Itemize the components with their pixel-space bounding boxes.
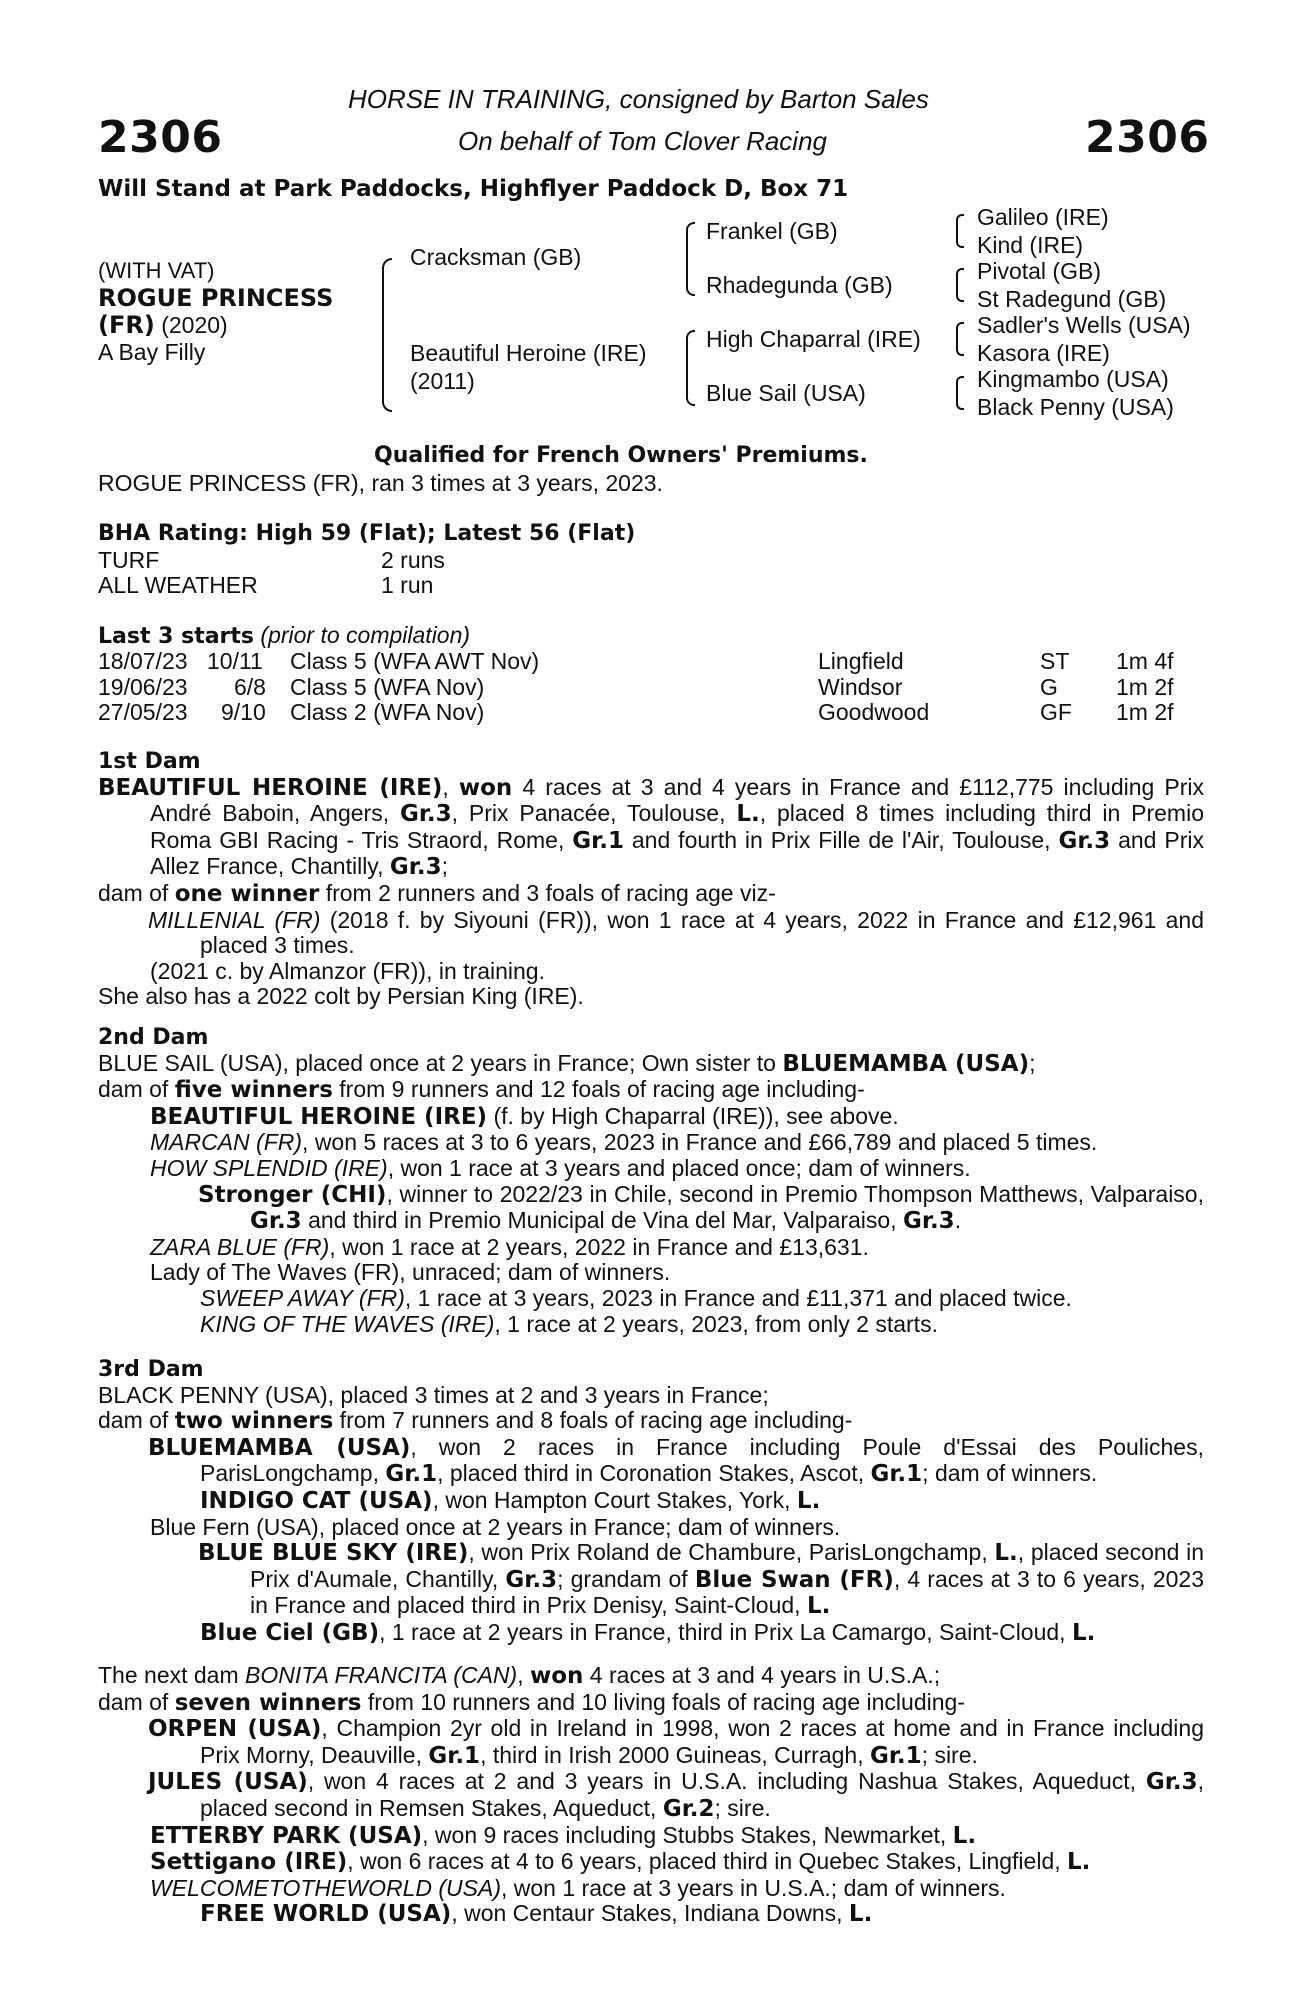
lot-number-right: 2306 xyxy=(1085,112,1210,163)
start-course: Windsor xyxy=(818,674,903,700)
grade: L. xyxy=(1071,1619,1096,1646)
gg-2: Kind (IRE) xyxy=(977,232,1084,258)
third-dam-heading: 3rd Dam xyxy=(98,1357,204,1382)
text: from 9 runners and 12 foals of racing age including- xyxy=(332,1076,865,1103)
text: . xyxy=(954,1207,962,1234)
produce-item xyxy=(98,1235,1204,1261)
text: from 10 runners and 10 living foals of racing age including- xyxy=(361,1688,965,1715)
start-position: 10/11 xyxy=(207,648,263,674)
produce-name: MILLENIAL (FR) xyxy=(148,906,321,933)
gg-8: Black Penny (USA) xyxy=(977,394,1174,420)
text: from 7 runners and 8 foals of racing age including- xyxy=(333,1407,853,1434)
produce-name: HOW SPLENDID (IRE) xyxy=(150,1154,388,1181)
start-date: 18/07/23 xyxy=(98,648,188,674)
text: The next dam xyxy=(98,1662,246,1688)
rating-heading: BHA Rating: High 59 (Flat); Latest 56 (Flat) xyxy=(98,521,636,546)
produce-name: SWEEP AWAY (FR) xyxy=(200,1284,405,1311)
dam-name: BONITA FRANCITA (CAN) xyxy=(245,1662,518,1688)
grade: Gr.1 xyxy=(385,1461,438,1488)
produce-name: Settigano (IRE) xyxy=(150,1849,348,1876)
grade: Gr.3 xyxy=(250,1208,302,1235)
produce-item xyxy=(98,1488,1204,1515)
grade: Gr.1 xyxy=(428,1742,481,1769)
text: , third in Irish 2000 Guineas, Curragh, xyxy=(480,1741,870,1768)
winners-count: seven winners xyxy=(174,1689,362,1716)
produce-item: (2021 c. by Almanzor (FR)), in training. xyxy=(150,957,545,984)
premiums-note: Qualified for French Owners' Premiums. xyxy=(374,443,868,468)
brace-g56 xyxy=(956,322,964,356)
text: , placed second in Remsen Stakes, Aqueduct, xyxy=(200,1768,1204,1821)
grade: L. xyxy=(796,1487,821,1514)
text: , won 1 race at 3 years in U.S.A.; dam of winners. xyxy=(500,1874,1006,1901)
won-label: won xyxy=(458,774,513,801)
winners-count: two winners xyxy=(174,1408,334,1435)
text: , Prix Panacée, Toulouse, xyxy=(451,800,737,827)
first-dam-section xyxy=(98,749,1204,1010)
produce-name: JULES (USA) xyxy=(148,1769,308,1796)
starts-heading: Last 3 starts xyxy=(98,624,255,649)
produce-item xyxy=(98,1769,1204,1822)
text: dam of xyxy=(98,879,175,906)
gg-7: Kingmambo (USA) xyxy=(977,366,1169,392)
brace-dam xyxy=(686,330,695,406)
third-dam-section xyxy=(98,1357,1204,1647)
sire-dam: Rhadegunda (GB) xyxy=(706,272,893,298)
horse-ref: BLUEMAMBA (USA) xyxy=(782,1050,1030,1077)
grade: Gr.3 xyxy=(389,854,442,881)
text: , 1 race at 3 years, 2023 in France and £11,371 and placed twice. xyxy=(404,1284,1072,1311)
grade: Gr.1 xyxy=(870,1461,923,1488)
text: dam of xyxy=(98,1076,175,1103)
text: ; xyxy=(441,853,448,880)
start-going: ST xyxy=(1040,648,1070,674)
produce-name: ETTERBY PARK (USA) xyxy=(150,1822,423,1849)
grade: L. xyxy=(952,1822,977,1849)
horse-suffix-year xyxy=(98,311,228,339)
produce-item xyxy=(98,1876,1204,1902)
text: , won Centaur Stakes, Indiana Downs, xyxy=(451,1900,849,1927)
start-distance: 1m 2f xyxy=(1116,674,1174,700)
produce-name: MARCAN (FR) xyxy=(150,1129,303,1156)
start-going: G xyxy=(1040,674,1058,700)
grade: Gr.2 xyxy=(662,1795,715,1822)
starts-note: (prior to compilation) xyxy=(254,622,471,648)
start-race: Class 5 (WFA Nov) xyxy=(290,674,485,700)
starts-heading-line xyxy=(98,622,470,649)
gg-6: Kasora (IRE) xyxy=(977,340,1110,366)
start-distance: 1m 2f xyxy=(1116,699,1174,725)
produce-item xyxy=(98,1104,1204,1131)
grade: Gr.1 xyxy=(869,1742,922,1769)
text: , xyxy=(517,1662,530,1688)
text: and fourth in Prix Fille de l'Air, Toulouse, xyxy=(623,826,1059,853)
produce-item xyxy=(98,1130,1204,1156)
grade: Gr.3 xyxy=(505,1566,558,1593)
produce-name: FREE WORLD (USA) xyxy=(200,1901,452,1928)
text: ; sire. xyxy=(921,1741,978,1768)
brace-main xyxy=(382,258,392,412)
gg-5: Sadler's Wells (USA) xyxy=(977,312,1191,338)
on-behalf-line: On behalf of Tom Clover Racing xyxy=(458,126,828,156)
text: 4 races at 3 and 4 years in U.S.A.; xyxy=(583,1662,941,1688)
third-dam-line: BLACK PENNY (USA), placed 3 times at 2 and 3 years in France; xyxy=(98,1381,769,1408)
dam: Beautiful Heroine (IRE) xyxy=(410,340,647,366)
grade: L. xyxy=(736,801,760,828)
winners-count: one winner xyxy=(174,880,320,907)
second-dam-section xyxy=(98,1025,1204,1337)
text: , won 6 races at 4 to 6 years, placed third in Quebec Stakes, Lingfield, xyxy=(347,1848,1068,1875)
produce-item xyxy=(98,1435,1204,1488)
start-course: Goodwood xyxy=(818,699,930,725)
start-race: Class 2 (WFA Nov) xyxy=(290,699,485,725)
stand-location: Will Stand at Park Paddocks, Highflyer Paddock D, Box 71 xyxy=(98,176,849,202)
horse-ref: Blue Swan (FR) xyxy=(694,1566,894,1593)
rating-surface-turf: TURF xyxy=(98,547,160,573)
gg-3: Pivotal (GB) xyxy=(977,258,1101,284)
first-dam-heading: 1st Dam xyxy=(98,749,201,774)
produce-name: Blue Ciel (GB) xyxy=(200,1619,380,1646)
start-date: 27/05/23 xyxy=(98,699,188,725)
second-dam-heading: 2nd Dam xyxy=(98,1025,209,1050)
start-race: Class 5 (WFA AWT Nov) xyxy=(290,648,540,674)
produce-item xyxy=(98,908,1204,959)
horse-country: (FR) xyxy=(98,311,155,339)
next-dam-produce xyxy=(98,1690,1204,1717)
text: , Champion 2yr old in Ireland in 1998, won 2 races at home and in France including Prix Morny, Deauville, xyxy=(200,1715,1204,1768)
text: dam of xyxy=(98,1688,175,1715)
produce-name: WELCOMETOTHEWORLD (USA) xyxy=(150,1874,501,1901)
text: ; grandam of xyxy=(557,1565,695,1592)
text: and third in Premio Municipal de Vina del Mar, Valparaiso, xyxy=(301,1207,903,1234)
vat-label: (WITH VAT) xyxy=(98,258,215,283)
first-dam-paragraph: BEAUTIFUL HEROINE (IRE), won 4 races at 3 and 4 years in France and £112,775 including Prix André Baboin, Angers, Gr.3, Prix Panacée, Toulouse, L., placed 8 times including third in Premio Roma GBI Racing - Tris Straord, Rome, Gr.1 and fourth in Prix Fille de l'Air, Toulouse, Gr.3 and Prix Allez France, Chantilly, Gr.3; xyxy=(98,773,1204,881)
text: , placed third in Coronation Stakes, Ascot, xyxy=(437,1460,871,1487)
produce-note: She also has a 2022 colt by Persian King (IRE). xyxy=(98,983,584,1010)
sire: Cracksman (GB) xyxy=(410,244,582,270)
grade: Gr.3 xyxy=(1145,1769,1198,1796)
text: , 1 race at 2 years, 2023, from only 2 starts. xyxy=(494,1310,938,1337)
produce-name: Stronger (CHI) xyxy=(198,1181,387,1208)
produce-item xyxy=(98,1849,1204,1876)
rating-surface-aw: ALL WEATHER xyxy=(98,572,258,598)
text: (2018 f. by Siyouni (FR)), won 1 race at 4 years, 2022 in France and £12,961 and placed 3 times. xyxy=(200,906,1204,959)
text: , winner to 2022/23 in Chile, second in Premio Thompson Matthews, Valparaiso, xyxy=(386,1180,1204,1207)
produce-name: BLUEMAMBA (USA) xyxy=(148,1434,411,1461)
grade: L. xyxy=(1067,1849,1091,1876)
produce-item xyxy=(98,1716,1204,1769)
produce-item xyxy=(98,1156,1204,1182)
text: , 4 races at 3 to 6 years, 2023 in France and placed third in Prix Denisy, Saint-Cloud, xyxy=(250,1565,1204,1619)
consignment-line: HORSE IN TRAINING, consigned by Barton Sales xyxy=(348,84,929,114)
produce-item xyxy=(98,1901,1204,1928)
grade: Gr.3 xyxy=(1058,827,1111,854)
first-dam-produce xyxy=(98,881,1204,908)
horse-description: A Bay Filly xyxy=(98,339,206,365)
produce-item: Blue Fern (USA), placed once at 2 years in France; dam of winners. xyxy=(150,1513,841,1540)
winners-count: five winners xyxy=(174,1077,333,1104)
text: , won Hampton Court Stakes, York, xyxy=(432,1486,797,1513)
text: , won Prix Roland de Chambure, ParisLongchamp, xyxy=(468,1539,995,1566)
start-going: GF xyxy=(1040,699,1072,725)
race-summary: ROGUE PRINCESS (FR), ran 3 times at 3 years, 2023. xyxy=(98,470,663,496)
second-dam-produce xyxy=(98,1077,1204,1104)
text: ; dam of winners. xyxy=(922,1460,1098,1487)
grade: L. xyxy=(806,1593,831,1620)
dam-dam: Blue Sail (USA) xyxy=(706,380,866,406)
produce-name: BEAUTIFUL HEROINE (IRE) xyxy=(150,1103,488,1130)
gg-1: Galileo (IRE) xyxy=(977,204,1109,230)
brace-g34 xyxy=(956,268,964,302)
grade: L. xyxy=(848,1901,873,1928)
text: BLUE SAIL (USA), placed once at 2 years in France; Own sister to xyxy=(98,1049,783,1076)
produce-name: ORPEN (USA) xyxy=(148,1716,322,1743)
text: , placed 8 times including third in Premio Roma GBI Racing - Tris Straord, Rome, xyxy=(150,800,1204,853)
produce-item: Lady of The Waves (FR), unraced; dam of winners. xyxy=(150,1259,671,1286)
produce-item xyxy=(98,1182,1204,1235)
grade: Gr.3 xyxy=(399,801,452,828)
produce-name: INDIGO CAT (USA) xyxy=(200,1487,433,1514)
start-date: 19/06/23 xyxy=(98,674,188,700)
text: ; xyxy=(1029,1049,1036,1076)
text: ; sire. xyxy=(714,1794,771,1821)
start-position: 9/10 xyxy=(221,699,266,725)
second-dam-line xyxy=(98,1051,1204,1078)
grade: L. xyxy=(994,1540,1018,1567)
text: , placed second in Prix d'Aumale, Chantilly, xyxy=(250,1539,1204,1592)
produce-item xyxy=(98,1620,1204,1647)
horse-name: ROGUE PRINCESS xyxy=(98,284,334,312)
text: , won 1 race at 2 years, 2022 in France and £13,631. xyxy=(329,1233,869,1260)
next-dam-section xyxy=(98,1663,1204,1928)
grade: Gr.3 xyxy=(903,1208,955,1235)
produce-item xyxy=(98,1823,1204,1850)
dam-year: (2011) xyxy=(410,368,475,394)
produce-name: BLUE BLUE SKY (IRE) xyxy=(198,1540,469,1567)
text: , won 2 races in France including Poule d'Essai des Pouliches, ParisLongchamp, xyxy=(200,1433,1204,1487)
text: , won 4 races at 2 and 3 years in U.S.A. including Nashua Stakes, Aqueduct, xyxy=(307,1768,1146,1795)
text: and Prix Allez France, Chantilly, xyxy=(150,826,1204,880)
produce-item xyxy=(98,1540,1204,1620)
start-course: Lingfield xyxy=(818,648,904,674)
text: , won 1 race at 3 years and placed once; dam of winners. xyxy=(387,1154,971,1181)
text: , won 5 races at 3 to 6 years, 2023 in France and £66,789 and placed 5 times. xyxy=(302,1129,1098,1156)
rating-runs-turf: 2 runs xyxy=(381,547,445,573)
gg-4: St Radegund (GB) xyxy=(977,286,1167,312)
produce-item xyxy=(98,1286,1204,1312)
dam-name: BEAUTIFUL HEROINE (IRE) xyxy=(98,774,443,801)
dam-sire: High Chaparral (IRE) xyxy=(706,326,921,352)
produce-name: KING OF THE WAVES (IRE) xyxy=(200,1310,495,1337)
text: , 1 race at 2 years in France, third in Prix La Camargo, Saint-Cloud, xyxy=(379,1618,1072,1645)
brace-g78 xyxy=(956,376,964,410)
text: dam of xyxy=(98,1407,175,1434)
text: (f. by High Chaparral (IRE)), see above. xyxy=(487,1102,899,1129)
text: from 2 runners and 3 foals of racing age viz- xyxy=(319,879,776,906)
brace-g12 xyxy=(956,214,964,248)
brace-sire xyxy=(686,222,695,296)
horse-year: (2020) xyxy=(154,312,228,338)
third-dam-produce xyxy=(98,1408,1204,1435)
produce-name: ZARA BLUE (FR) xyxy=(150,1233,330,1260)
text: 4 races at 3 and 4 years in France and £112,775 including Prix André Baboin, Angers, xyxy=(150,773,1204,827)
text: , won 9 races including Stubbs Stakes, Newmarket, xyxy=(422,1821,953,1848)
grade: Gr.1 xyxy=(572,827,624,854)
start-position: 6/8 xyxy=(234,674,266,700)
sire-sire: Frankel (GB) xyxy=(706,218,838,244)
won-label: won xyxy=(529,1663,584,1689)
lot-number-left: 2306 xyxy=(98,112,223,163)
start-distance: 1m 4f xyxy=(1116,648,1174,674)
produce-item xyxy=(98,1312,1204,1338)
next-dam-line xyxy=(98,1663,1204,1690)
rating-runs-aw: 1 run xyxy=(381,572,434,598)
